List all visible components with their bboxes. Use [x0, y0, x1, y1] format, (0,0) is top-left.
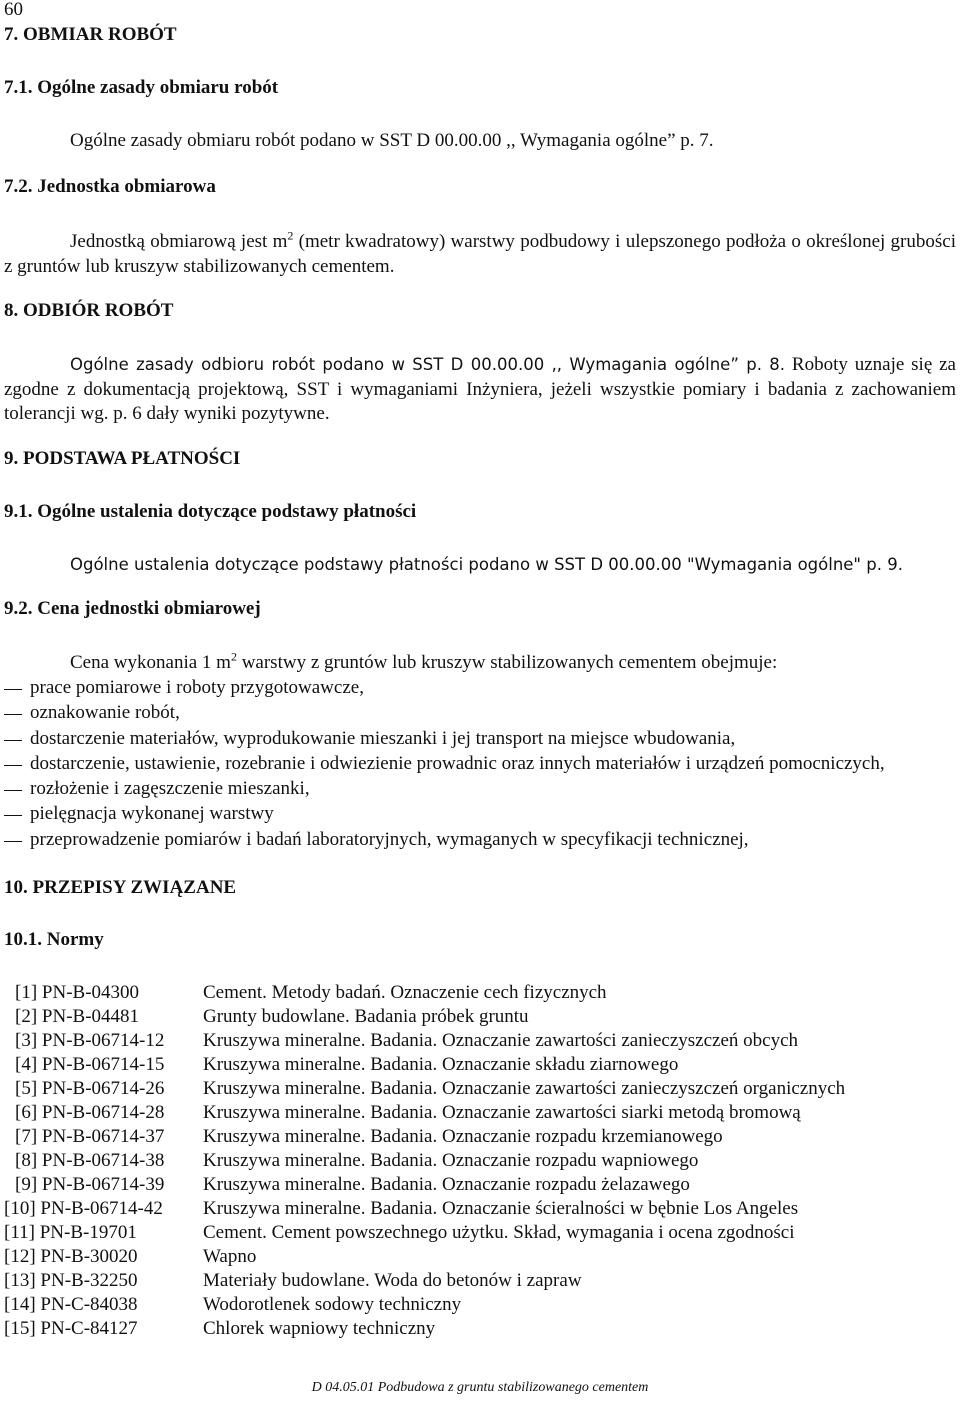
section-9-2-heading: 9.2. Cena jednostki obmiarowej — [4, 598, 261, 619]
section-7-1-heading: 7.1. Ogólne zasady obmiaru robót — [4, 77, 279, 98]
dash-bullet-icon — [4, 714, 22, 715]
norm-ref: [7] PN-B-06714-37 — [15, 1126, 165, 1147]
norm-description: Kruszywa mineralne. Badania. Oznaczanie składu ziarnowego — [203, 1054, 679, 1075]
section-7-heading: 7. OBMIAR ROBÓT — [4, 24, 177, 45]
dash-bullet-icon — [4, 790, 22, 791]
norm-description: Kruszywa mineralne. Badania. Oznaczanie zawartości siarki metodą bromową — [203, 1102, 801, 1123]
norm-ref: [2] PN-B-04481 — [15, 1006, 140, 1027]
norm-ref: [11] PN-B-19701 — [4, 1222, 137, 1243]
norm-ref: [6] PN-B-06714-28 — [15, 1102, 165, 1123]
list-item: przeprowadzenie pomiarów i badań laboratoryjnych, wymaganych w specyfikacji technicznej, — [30, 829, 749, 850]
norm-description: Cement. Metody badań. Oznaczenie cech fizycznych — [203, 982, 607, 1003]
norm-ref: [14] PN-C-84038 — [4, 1294, 138, 1315]
squared-superscript: 2 — [287, 228, 294, 243]
norm-description: Kruszywa mineralne. Badania. Oznaczanie zawartości zanieczyszczeń organicznych — [203, 1078, 846, 1099]
section-8-text-b: Roboty uznaje się za zgodne z dokumentacją projektową, SST i wymaganiami Inżyniera, jeżeli wszystkie pomiary i badania z zachowaniem tolerancji wg. p. 6 dały wyniki pozytywne. — [4, 354, 956, 424]
norm-ref: [10] PN-B-06714-42 — [4, 1198, 163, 1219]
norm-description: Kruszywa mineralne. Badania. Oznaczanie rozpadu żelazawego — [203, 1174, 690, 1195]
section-8-text-a: Ogólne zasady odbioru robót podano w SST D 00.00.00 ,, Wymagania ogólne” p. 8. — [70, 355, 786, 374]
dash-bullet-icon — [4, 841, 22, 842]
norm-ref: [15] PN-C-84127 — [4, 1318, 138, 1339]
squared-superscript: 2 — [230, 649, 237, 664]
norm-description: Kruszywa mineralne. Badania. Oznaczanie rozpadu krzemianowego — [203, 1126, 723, 1147]
list-item: rozłożenie i zagęszczenie mieszanki, — [30, 778, 310, 799]
dash-bullet-icon — [4, 815, 22, 816]
norm-ref: [9] PN-B-06714-39 — [15, 1174, 165, 1195]
norm-ref: [13] PN-B-32250 — [4, 1270, 138, 1291]
list-item: prace pomiarowe i roboty przygotowawcze, — [30, 677, 364, 698]
section-9-2-intro — [70, 649, 778, 674]
section-9-1-text: Ogólne ustalenia dotyczące podstawy płatności podano w SST D 00.00.00 "Wymagania ogólne" p. 9. — [70, 555, 903, 574]
norm-description: Wodorotlenek sodowy techniczny — [203, 1294, 462, 1315]
section-10-heading: 10. PRZEPISY ZWIĄZANE — [4, 877, 237, 898]
section-10-1-heading: 10.1. Normy — [4, 929, 104, 950]
norm-ref: [8] PN-B-06714-38 — [15, 1150, 165, 1171]
list-item: pielęgnacja wykonanej warstwy — [30, 803, 274, 824]
page-number: 60 — [4, 0, 23, 20]
norm-description: Cement. Cement powszechnego użytku. Skład, wymagania i ocena zgodności — [203, 1222, 795, 1243]
norm-description: Kruszywa mineralne. Badania. Oznaczanie zawartości zanieczyszczeń obcych — [203, 1030, 799, 1051]
norm-description: Chlorek wapniowy techniczny — [203, 1318, 436, 1339]
norm-description: Materiały budowlane. Woda do betonów i zapraw — [203, 1270, 582, 1291]
norm-description: Wapno — [203, 1246, 257, 1267]
section-9-2-intro-a: Cena wykonania 1 m — [70, 652, 231, 673]
dash-bullet-icon — [4, 689, 22, 690]
page-footer: D 04.05.01 Podbudowa z gruntu stabilizowanego cementem — [311, 1380, 649, 1395]
dash-bullet-icon — [4, 740, 22, 741]
list-item: oznakowanie robót, — [30, 702, 180, 723]
list-item: dostarczenie, ustawienie, rozebranie i odwiezienie prowadnic oraz innych materiałów i urządzeń pomocniczych, — [30, 753, 885, 774]
section-7-2-text-b: (metr kwadratowy) warstwy podbudowy i ulepszonego podłoża o określonej grubości z gruntów lub kruszyw stabilizowanych cementem. — [4, 231, 956, 277]
section-7-2-heading: 7.2. Jednostka obmiarowa — [4, 176, 216, 197]
norm-description: Kruszywa mineralne. Badania. Oznaczanie rozpadu wapniowego — [203, 1150, 699, 1171]
section-9-1-heading: 9.1. Ogólne ustalenia dotyczące podstawy płatności — [4, 501, 417, 522]
norm-ref: [4] PN-B-06714-15 — [15, 1054, 165, 1075]
section-7-2-paragraph — [4, 229, 956, 279]
section-9-heading: 9. PODSTAWA PŁATNOŚCI — [4, 448, 241, 469]
section-7-2-text-a: Jednostką obmiarową jest m — [70, 231, 288, 252]
norm-ref: [5] PN-B-06714-26 — [15, 1078, 165, 1099]
section-8-paragraph — [4, 353, 956, 427]
norm-ref: [12] PN-B-30020 — [4, 1246, 138, 1267]
dash-bullet-icon — [4, 765, 22, 766]
section-7-1-text: Ogólne zasady obmiaru robót podano w SST D 00.00.00 ,, Wymagania ogólne” p. 7. — [70, 130, 714, 151]
section-8-heading: 8. ODBIÓR ROBÓT — [4, 300, 174, 321]
norm-ref: [3] PN-B-06714-12 — [15, 1030, 165, 1051]
list-item: dostarczenie materiałów, wyprodukowanie mieszanki i jej transport na miejsce wbudowania, — [30, 728, 736, 749]
norm-description: Grunty budowlane. Badania próbek gruntu — [203, 1006, 529, 1027]
norm-description: Kruszywa mineralne. Badania. Oznaczanie ścieralności w bębnie Los Angeles — [203, 1198, 799, 1219]
section-9-2-intro-b: warstwy z gruntów lub kruszyw stabilizowanych cementem obejmuje: — [236, 652, 778, 673]
norm-ref: [1] PN-B-04300 — [15, 982, 140, 1003]
